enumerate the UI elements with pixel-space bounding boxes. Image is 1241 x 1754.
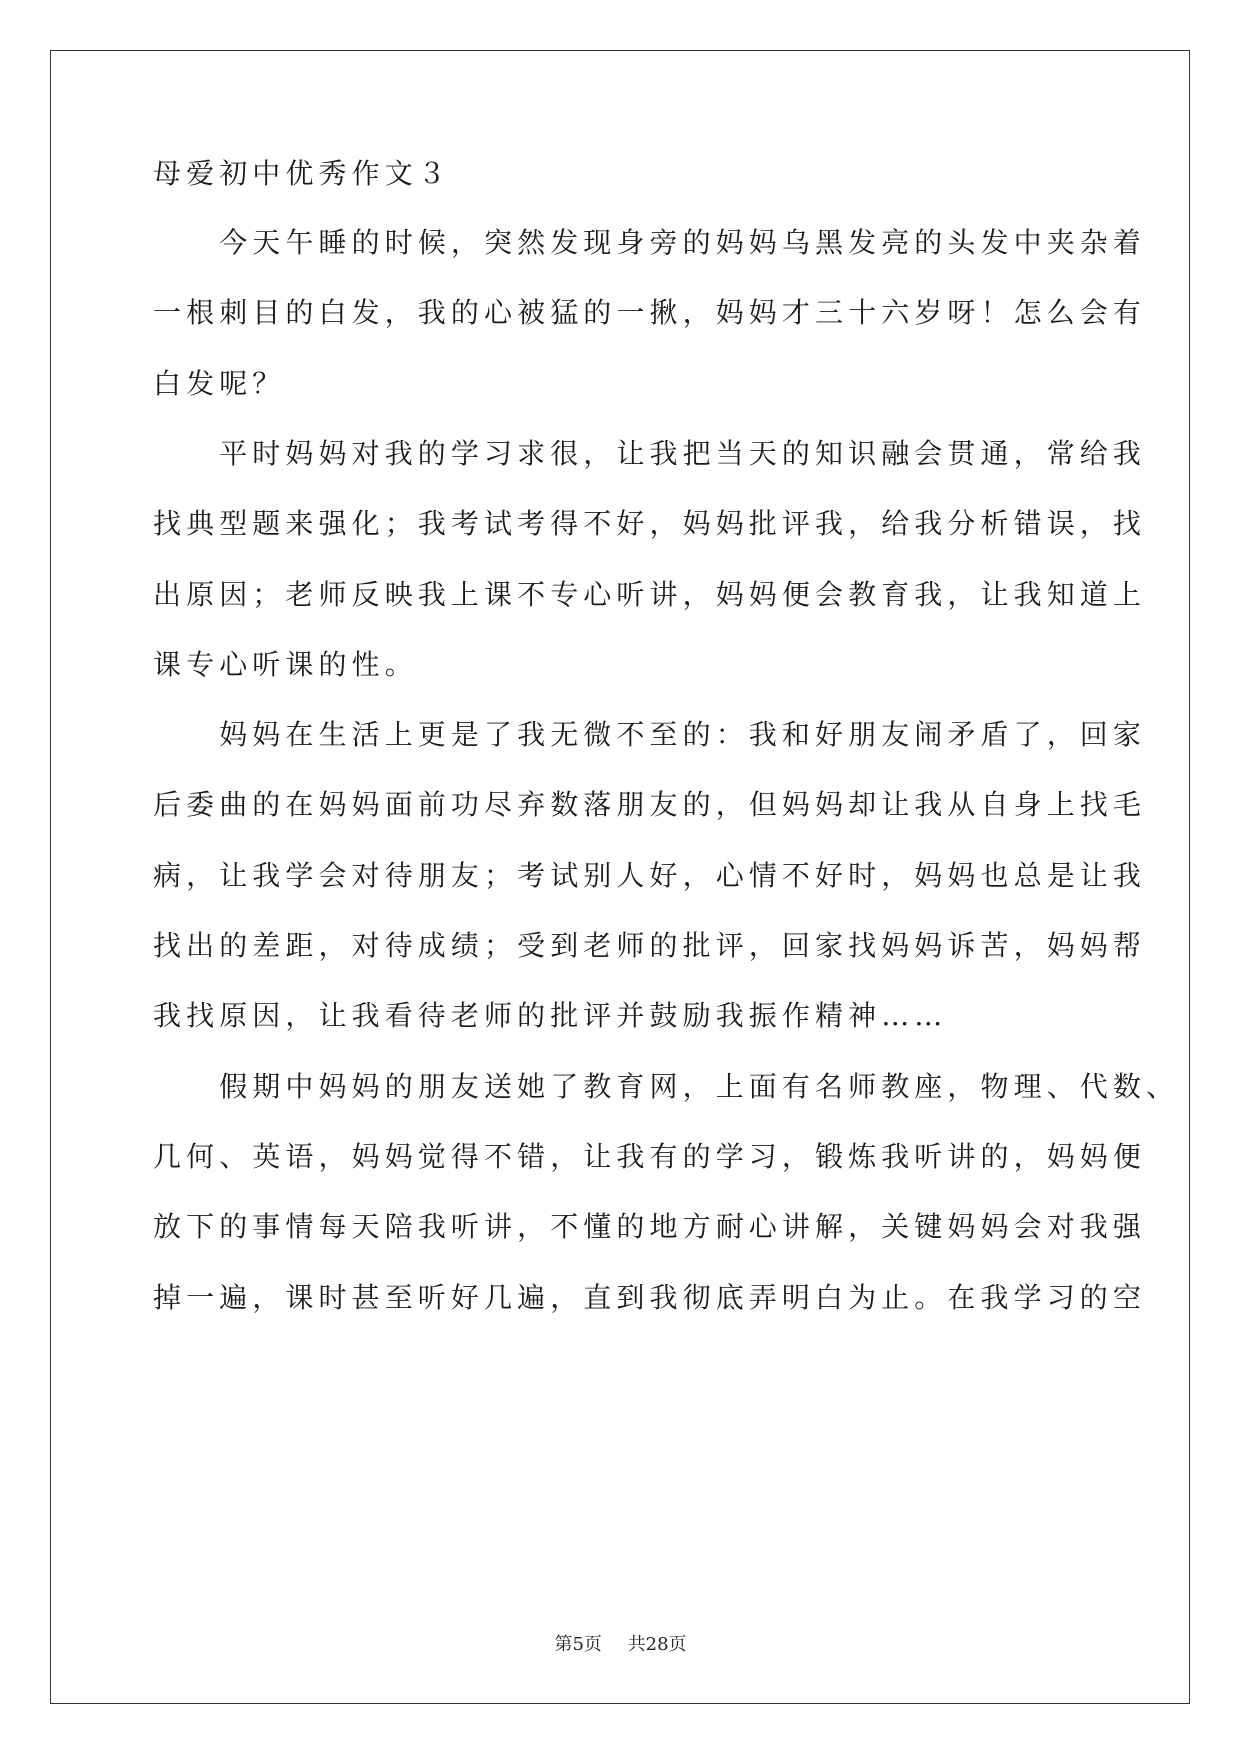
paragraph-line: 出原因；老师反映我上课不专心听讲，妈妈便会教育我，让我知道上	[153, 578, 1147, 611]
paragraph-line: 假期中妈妈的朋友送她了教育网，上面有名师教座，物理、代数、	[153, 1070, 1180, 1103]
essay-title: 母爱初中优秀作文３	[153, 157, 451, 190]
page-number: 第5页	[554, 1634, 602, 1655]
paragraph-line: 一根刺目的白发，我的心被猛的一揪，妈妈才三十六岁呀！怎么会有	[153, 296, 1147, 329]
paragraph-line: 我找原因，让我看待老师的批评并鼓励我振作精神……	[153, 999, 948, 1032]
page-total: 共28页	[627, 1634, 687, 1655]
paragraph-line: 白发呢？	[153, 367, 286, 400]
paragraph-line: 找典型题来强化；我考试考得不好，妈妈批评我，给我分析错误，找	[153, 507, 1147, 540]
paragraph-line: 后委曲的在妈妈面前功尽弃数落朋友的，但妈妈却让我从自身上找毛	[153, 788, 1147, 821]
paragraph-line: 平时妈妈对我的学习求很，让我把当天的知识融会贯通，常给我	[153, 437, 1147, 470]
paragraph-line: 课专心听课的性。	[153, 648, 418, 681]
paragraph-line: 放下的事情每天陪我听讲，不懂的地方耐心讲解，关键妈妈会对我强	[153, 1210, 1147, 1243]
paragraph-line: 妈妈在生活上更是了我无微不至的：我和好朋友闹矛盾了，回家	[153, 718, 1147, 751]
paragraph-line: 今天午睡的时候，突然发现身旁的妈妈乌黑发亮的头发中夹杂着	[153, 226, 1147, 259]
paragraph-line: 几何、英语，妈妈觉得不错，让我有的学习，锻炼我听讲的，妈妈便	[153, 1140, 1147, 1173]
paragraph-line: 找出的差距，对待成绩；受到老师的批评，回家找妈妈诉苦，妈妈帮	[153, 929, 1147, 962]
paragraph-line: 掉一遍，课时甚至听好几遍，直到我彻底弄明白为止。在我学习的空	[153, 1281, 1147, 1314]
page-footer	[0, 1633, 1241, 1657]
paragraph-line: 病，让我学会对待朋友；考试别人好，心情不好时，妈妈也总是让我	[153, 859, 1147, 892]
